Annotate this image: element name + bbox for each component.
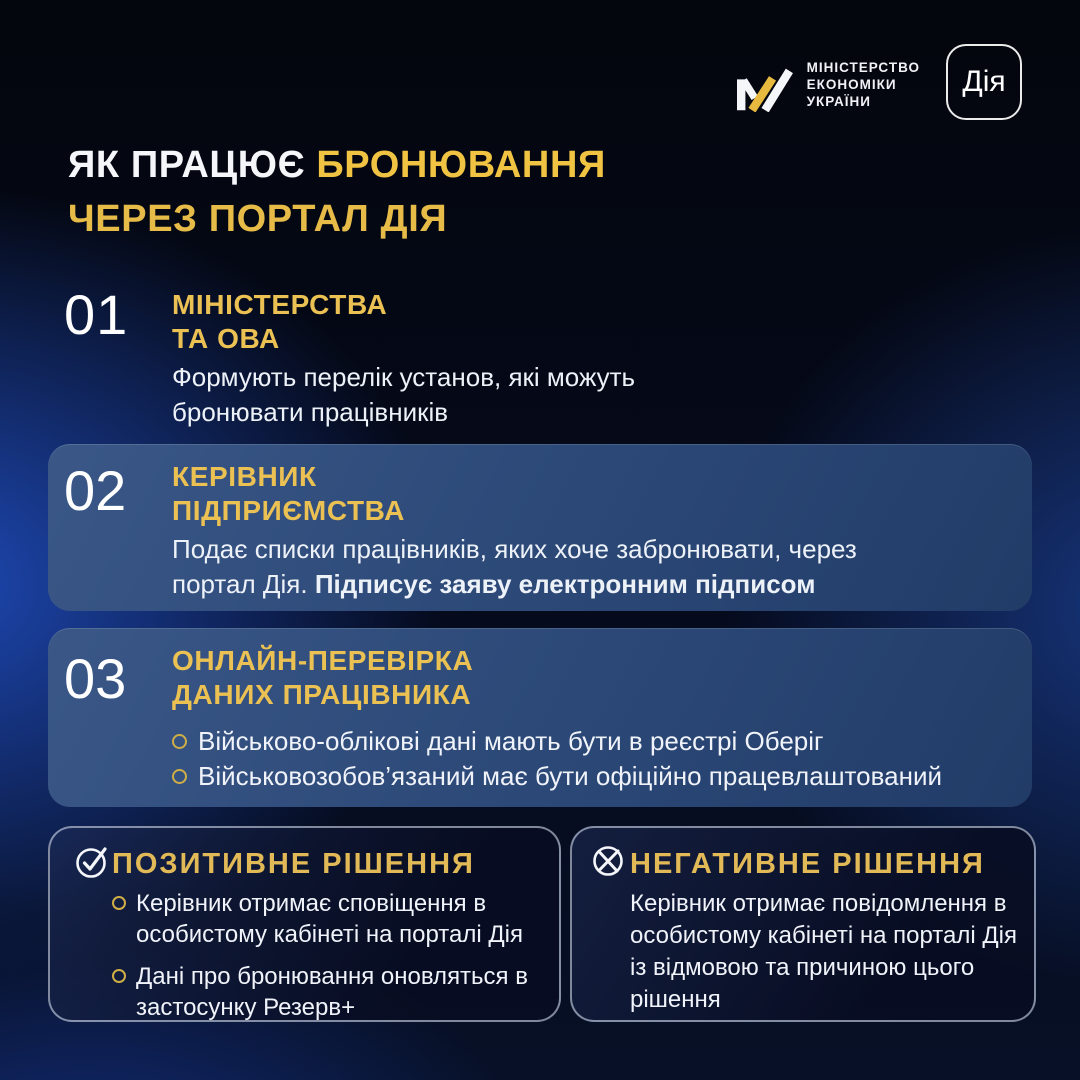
bullet-ring-icon <box>172 769 187 784</box>
title-line1 <box>68 138 606 192</box>
step3-bullet-2: Військовозобов’язаний має бути офіційно працевлаштований <box>198 761 943 791</box>
ministry-text-line1: МІНІСТЕРСТВО <box>806 59 920 75</box>
step2-body <box>172 532 932 602</box>
positive-bullet-2: Дані про бронювання оновляться в застосунку Резерв+ <box>136 963 528 1021</box>
step3-bullet-1: Військово-облікові дані мають бути в реєстрі Оберіг <box>198 726 824 756</box>
step2-heading-line2: ПІДПРИЄМСТВА <box>172 495 405 526</box>
check-circle-icon <box>74 842 112 880</box>
step2-body-regular: Подає списки працівників, яких хоче забронювати, через портал Дія. <box>172 534 857 599</box>
ministry-text-line3: УКРАЇНИ <box>806 93 871 109</box>
positive-bullet-1: Керівник отримає сповіщення в особистому кабінеті на порталі Дія <box>136 890 523 948</box>
step3-heading-line2: ДАНИХ ПРАЦІВНИКА <box>172 679 472 710</box>
step3-bullet-list <box>172 724 942 794</box>
step1-number: 01 <box>64 283 129 346</box>
list-item <box>172 724 942 759</box>
ministry-text-line2: ЕКОНОМІКИ <box>806 76 897 92</box>
step3-heading <box>172 644 473 712</box>
step3-number: 03 <box>64 647 127 710</box>
step1-heading-line1: МІНІСТЕРСТВА <box>172 289 388 320</box>
step3-card <box>48 628 1032 807</box>
title-line2: ЧЕРЕЗ ПОРТАЛ ДІЯ <box>68 198 448 240</box>
step1-body: Формують перелік установ, які можуть бронювати працівників <box>172 362 636 427</box>
step3-heading-line1: ОНЛАЙН-ПЕРЕВІРКА <box>172 645 474 676</box>
title-white-part: ЯК ПРАЦЮЄ <box>68 144 317 186</box>
bullet-ring-icon <box>112 969 126 983</box>
header-logos <box>737 44 1022 120</box>
ministry-logo <box>737 56 920 112</box>
title-yellow-part: БРОНЮВАННЯ <box>316 144 606 186</box>
negative-outcome-card <box>570 826 1036 1022</box>
positive-outcome-card <box>48 826 561 1022</box>
page-title <box>68 138 606 246</box>
negative-outcome-body: Керівник отримає повідомлення в особистому кабінеті на порталі Дія із відмовою та причиною цього рішення <box>630 890 1017 1013</box>
x-circle-icon <box>590 842 628 880</box>
step1-heading-line2: ТА ОВА <box>172 323 280 354</box>
list-item <box>112 961 536 1023</box>
positive-outcome-heading: ПОЗИТИВНЕ РІШЕННЯ <box>112 848 475 880</box>
step2-heading-line1: КЕРІВНИК <box>172 461 317 492</box>
diia-logo <box>946 44 1022 120</box>
ministry-logo-mark <box>737 56 795 112</box>
step2-heading <box>172 460 405 528</box>
diia-logo-label: Дія <box>962 65 1006 98</box>
bullet-ring-icon <box>172 734 187 749</box>
negative-outcome-heading: НЕГАТИВНЕ РІШЕННЯ <box>630 848 985 880</box>
list-item <box>172 759 942 794</box>
step2-body-bold: Підписує заяву електронним підписом <box>314 569 816 599</box>
positive-outcome-bullet-list <box>112 888 536 1034</box>
step2-card <box>48 444 1032 611</box>
bullet-ring-icon <box>112 896 126 910</box>
step1-heading <box>172 288 387 356</box>
list-item <box>112 888 536 950</box>
step2-number: 02 <box>64 459 127 522</box>
ministry-logo-text <box>807 59 920 110</box>
